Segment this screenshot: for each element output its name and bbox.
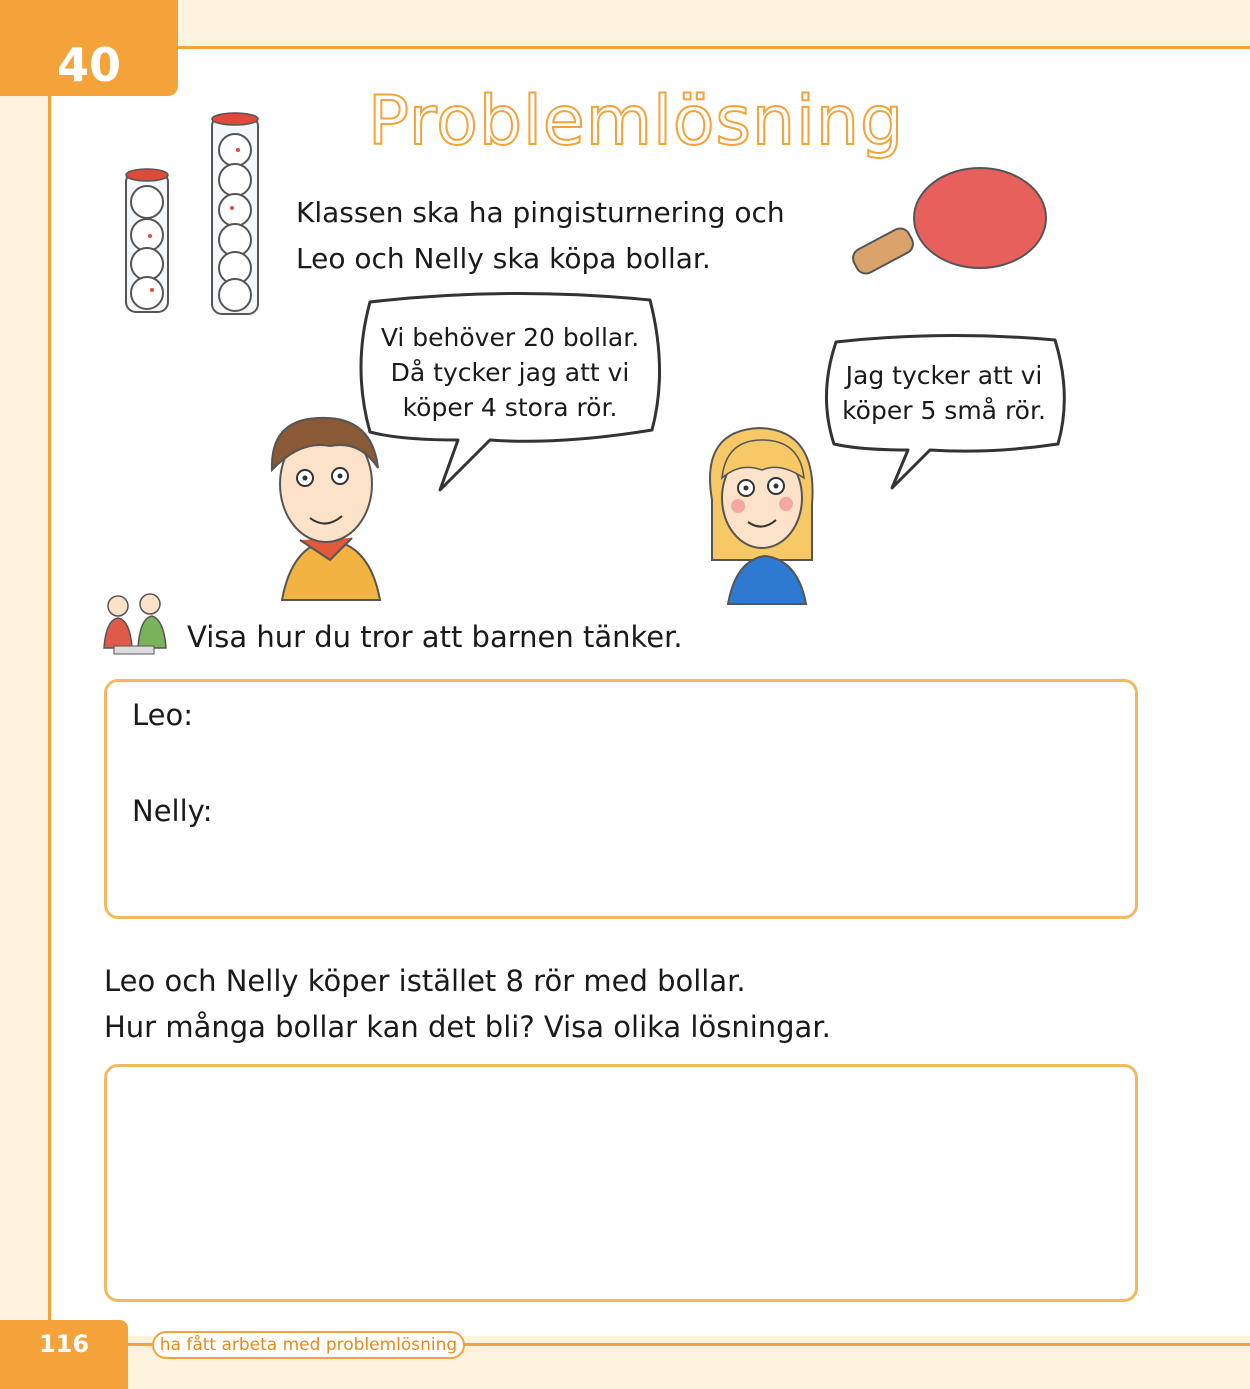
- task2-line-1: Leo och Nelly köper istället 8 rör med bollar.: [104, 964, 746, 998]
- chapter-number: 40: [0, 0, 178, 96]
- nelly-bubble-text: [838, 358, 1050, 428]
- intro-line-1: Klassen ska ha pingisturnering och: [296, 196, 785, 229]
- paddle-icon: [850, 168, 1046, 277]
- label-leo: Leo:: [132, 698, 194, 732]
- boy-leo-icon: [272, 418, 380, 600]
- leo-bubble-text: [372, 320, 648, 425]
- leo-bubble-line-1: Vi behöver 20 bollar.: [380, 323, 640, 352]
- intro-line-2: Leo och Nelly ska köpa bollar.: [296, 242, 711, 275]
- learning-goal: ha fått arbeta med problemlösning: [152, 1331, 465, 1359]
- task2-line-2: Hur många bollar kan det bli? Visa olika lösningar.: [104, 1010, 831, 1044]
- leo-bubble-line-2: Då tycker jag att vi: [390, 358, 630, 387]
- intro-text: [296, 190, 816, 282]
- ball-tube-small-icon: [126, 169, 168, 312]
- page-number: 116: [0, 1320, 128, 1389]
- task2-text: [104, 958, 1004, 1050]
- page-title: Problemlösning: [368, 82, 905, 161]
- nelly-bubble-line-1: Jag tycker att vi: [845, 361, 1043, 390]
- answer-box-2[interactable]: [104, 1064, 1138, 1302]
- task1-prompt: Visa hur du tror att barnen tänker.: [187, 620, 683, 654]
- nelly-bubble-line-2: köper 5 små rör.: [842, 396, 1046, 425]
- ball-tube-large-icon: [212, 113, 258, 314]
- pair-work-icon: [104, 594, 166, 654]
- answer-box-1[interactable]: [104, 679, 1138, 919]
- girl-nelly-icon: [710, 428, 813, 604]
- leo-bubble-line-3: köper 4 stora rör.: [402, 393, 618, 422]
- label-nelly: Nelly:: [132, 794, 213, 828]
